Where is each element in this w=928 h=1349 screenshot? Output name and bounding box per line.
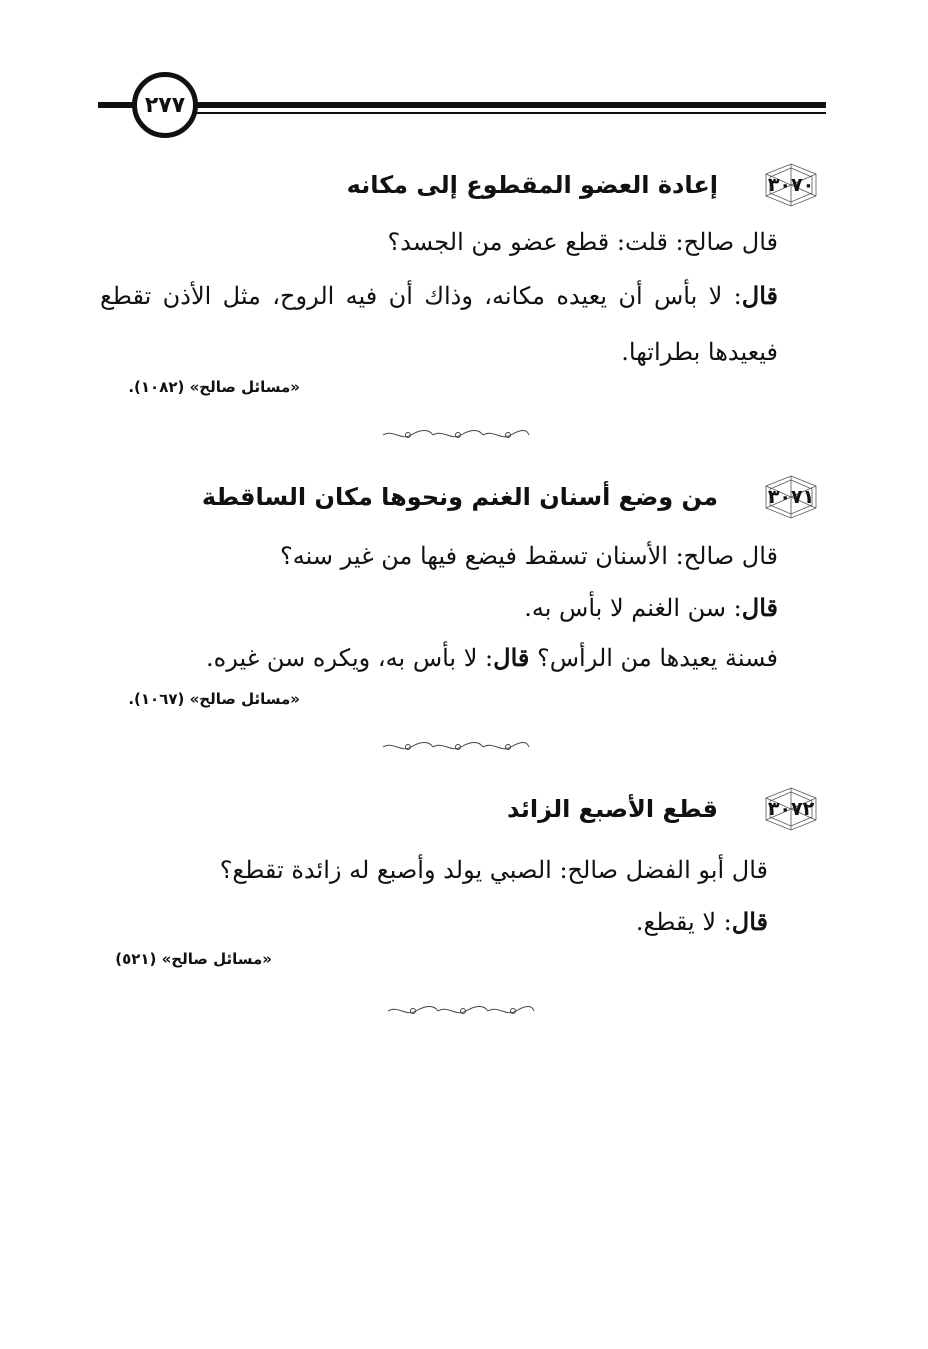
ornament-divider — [386, 1004, 536, 1018]
section-number: ٣٠٧١ — [767, 486, 815, 508]
paragraph-line: فسنة يعيدها من الرأس؟ قال: لا بأس به، ويكره سن غيره. — [206, 643, 778, 672]
section-number-emblem — [760, 162, 822, 208]
paragraph-line: قال: لا بأس أن يعيده مكانه، وذاك أن فيه الروح، مثل الأذن تقطع فيعيدها بطراتها. — [100, 281, 778, 366]
page-number: ٢٧٧ — [132, 72, 198, 138]
header-rule-thick — [194, 102, 826, 108]
page-header — [98, 72, 826, 144]
ornament-divider — [381, 740, 531, 754]
ornament-divider — [381, 428, 531, 442]
paragraph-line: قال أبو الفضل صالح: الصبي يولد وأصبع له زائدة تقطع؟ — [219, 856, 768, 884]
section-number-emblem — [760, 474, 822, 520]
paragraph-line: قال: لا يقطع. — [635, 907, 768, 936]
section-number-emblem — [760, 786, 822, 832]
answer-label: قال — [731, 907, 768, 936]
header-rule-thin — [194, 112, 826, 114]
section-title: من وضع أسنان الغنم ونحوها مكان الساقطة — [201, 483, 718, 511]
answer-label: قال — [741, 281, 778, 310]
citation: «مسائل صالح» (١٠٨٢). — [128, 378, 300, 396]
citation: «مسائل صالح» (١٠٦٧). — [128, 690, 300, 708]
paragraph-line: قال: سن الغنم لا بأس به. — [524, 593, 778, 622]
section-heading-3070 — [347, 162, 822, 208]
answer-label: قال — [493, 643, 530, 672]
paragraph-line: قال صالح: الأسنان تسقط فيضع فيها من غير سنه؟ — [280, 542, 778, 570]
section-number: ٣٠٧٢ — [767, 798, 815, 820]
paragraph-line: قال صالح: قلت: قطع عضو من الجسد؟ — [387, 228, 778, 256]
section-heading-3072 — [507, 786, 822, 832]
section-title: إعادة العضو المقطوع إلى مكانه — [346, 171, 718, 199]
section-title: قطع الأصبع الزائد — [507, 795, 718, 823]
section-number: ٣٠٧٠ — [767, 174, 815, 196]
answer-label: قال — [741, 593, 778, 622]
section-heading-3071 — [202, 474, 822, 520]
citation: «مسائل صالح» (٥٢١) — [115, 950, 272, 968]
